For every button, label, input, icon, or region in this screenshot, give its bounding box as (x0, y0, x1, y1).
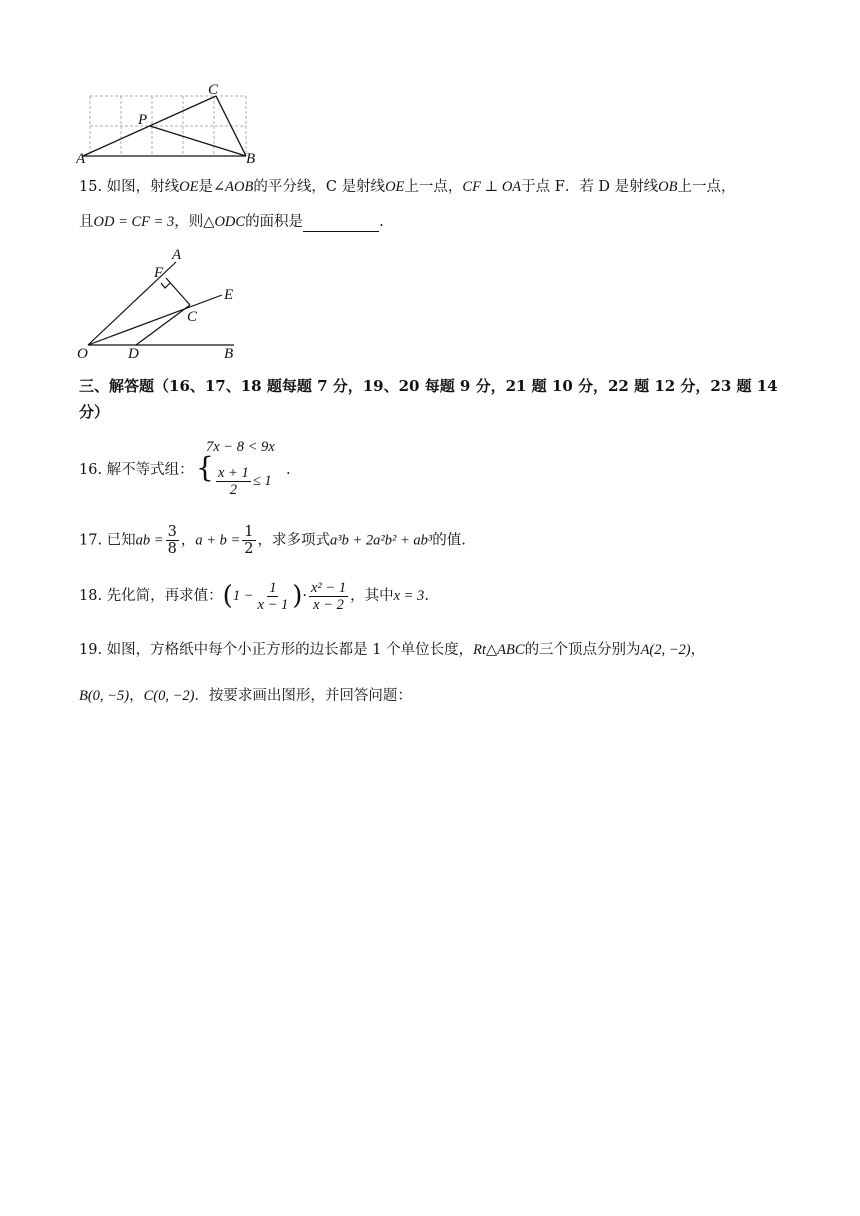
q18-frac-den: x − 2 (313, 596, 344, 613)
q19-line2 (79, 686, 412, 706)
label-B: B (246, 151, 256, 167)
label-P: P (138, 112, 148, 128)
q15-text: 且 (79, 214, 94, 230)
q15-text: . (379, 214, 384, 230)
section-heading-cont: 分） (79, 403, 110, 421)
q17-frac-num: 3 (167, 524, 177, 540)
q19-text: 如图，方格纸中每个小正方形的边长都是 1 个单位长度， (106, 642, 474, 658)
q19-number: 19. (79, 642, 103, 658)
q15-text: ，则 (174, 214, 204, 230)
q15-text: 是 (198, 179, 214, 195)
label-A: A (172, 247, 182, 263)
label-F: F (154, 265, 164, 281)
q15-text: 如图，射线 (106, 179, 180, 195)
q16-relation: ≤ 1 (252, 472, 272, 489)
q15-cf: CF ⊥ OA (462, 179, 522, 195)
q15-number: 15. (79, 179, 103, 195)
q16-numerator: x + 1 (218, 465, 249, 481)
q19-text: ．按要求画出图形，并回答问题： (194, 688, 412, 704)
q17-frac-num: 1 (244, 524, 254, 540)
q15-line1 (79, 177, 736, 197)
q15-line2 (79, 212, 384, 232)
answer-blank (303, 217, 379, 232)
q17-frac-den: 8 (167, 541, 177, 557)
q18-text: ，其中 (350, 588, 394, 604)
q19-point-c: C(0, −2) (143, 688, 195, 704)
q19-text: 的三个顶点分别为 (524, 642, 641, 658)
q17-ab: ab = (135, 532, 164, 549)
q15-triangle: △ODC (203, 214, 246, 230)
q15-angle: ∠AOB (213, 179, 254, 195)
q15-text: 上一点， (404, 179, 463, 195)
q19-sep: ， (690, 642, 706, 658)
q15-text: 的面积是 (245, 214, 304, 230)
q16-text: 解不等式组： (106, 462, 194, 478)
q18-line: 18. 先化简，再求值：(1 − $\frac{1}{x - 1}$ )· $\frac{\text{x² − 1}}{x - 2}$ ，其中x = 3. (79, 579, 429, 613)
q16-ineq2 (214, 465, 272, 498)
q18-one: 1 − (232, 588, 254, 604)
q16-denominator: 2 (229, 482, 237, 498)
q17-apb: a + b = (195, 532, 241, 549)
label-D: D (128, 346, 139, 362)
grid-triangle-figure (76, 80, 266, 168)
q15-text: 于点 F．若 D 是射线 (521, 179, 659, 195)
label-A: A (76, 151, 86, 167)
q18-frac-den: x − 1 (257, 596, 289, 613)
q17-line (79, 524, 466, 557)
q18-text: 先化简，再求值： (106, 588, 223, 604)
q15-ob: OB (658, 179, 678, 195)
q18-end: . (424, 588, 429, 604)
q17-number: 17. (79, 532, 103, 549)
q17-text: ，求多项式 (257, 532, 331, 549)
q16-ineq1: 7x − 8 < 9x (206, 439, 275, 455)
q18-xv: x = 3 (393, 588, 425, 604)
q19-point-a: A(2, −2) (640, 642, 691, 658)
q18-frac-num: 1 (269, 579, 277, 596)
label-C: C (208, 82, 219, 98)
system-brace: { (196, 451, 214, 484)
right-paren: ) (292, 581, 303, 611)
q16-end: . (286, 462, 291, 478)
left-paren: ( (222, 581, 233, 611)
q15-oe: OE (385, 179, 405, 195)
q18-number: 18. (79, 588, 103, 604)
q17-sep: ， (180, 532, 196, 549)
q17-poly: a³b + 2a²b² + ab³ (330, 532, 433, 549)
label-O: O (77, 346, 88, 362)
q19-sep: ， (129, 688, 144, 704)
label-E: E (224, 287, 234, 303)
angle-bisector-figure (74, 244, 254, 364)
grid-lines (90, 96, 246, 156)
q19-point-b: B(0, −5) (79, 688, 130, 704)
label-C: C (187, 309, 198, 325)
q18-frac-num: x² − 1 (311, 579, 347, 596)
q19-triangle: Rt△ABC (473, 642, 525, 658)
q16-label (79, 460, 194, 480)
section-heading: 三、解答题（16、17、18 题每题 7 分，19、20 每题 9 分，21 题 10 分，22 题 12 分，23 题 14 (79, 377, 778, 395)
q15-eq: OD = CF = 3 (93, 214, 175, 230)
q15-text: 的平分线，C 是射线 (253, 179, 386, 195)
q15-oe: OE (179, 179, 199, 195)
q16-number: 16. (79, 462, 103, 478)
label-B: B (224, 346, 234, 362)
q15-text: 上一点， (677, 179, 736, 195)
q17-text: 的值. (432, 532, 466, 549)
q17-frac-den: 2 (244, 541, 254, 557)
q19-line1 (79, 640, 705, 660)
q17-text: 已知 (106, 532, 136, 549)
